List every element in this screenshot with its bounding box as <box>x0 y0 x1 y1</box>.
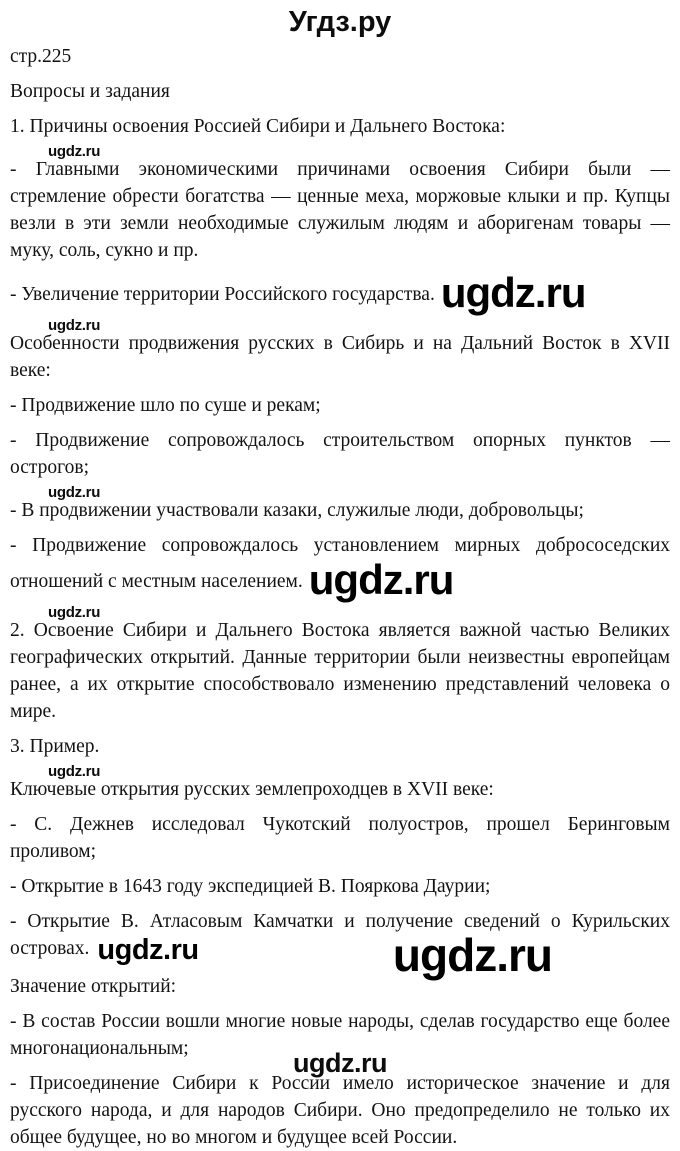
discovery-3-line <box>10 908 670 981</box>
question-1-title: 1. Причины освоения Россией Сибири и Дальнего Востока: <box>10 116 506 137</box>
section-title: Вопросы и задания <box>10 81 170 102</box>
significance-1: - В состав России вошли многие новые народы, сделав государство еще более многонациональным; <box>10 1011 670 1059</box>
watermark-small: ugdz.ru <box>48 604 101 621</box>
watermark-footer: ugdz.ru <box>293 1048 387 1078</box>
question-3-title: 3. Пример. <box>10 736 100 757</box>
watermark-small: ugdz.ru <box>48 317 101 334</box>
answer-2: 2. Освоение Сибири и Дальнего Востока является важной частью Великих географических открытий. Данные территории были неизвестны европейцам ранее, а их открытие способствовало изменению представлений человека о мире. <box>10 620 670 722</box>
site-logo: Угдз.ру <box>288 6 392 38</box>
answer-1-economic: - Главными экономическими причинами освоения Сибири были — стремление обрести богатства — ценные меха, моржовые клыки и пр. Купцы везли в эти земли необходимые служилым людям и аборигенам товары — муку, соль, сукно и пр. <box>10 159 670 261</box>
discoveries-intro: Ключевые открытия русских землепроходцев в XVII веке: <box>10 779 494 800</box>
page-number: стр.225 <box>10 46 72 67</box>
answer-1-territory: - Увеличение территории Российского государства. <box>10 284 435 305</box>
significance-intro: Значение открытий: <box>10 976 177 997</box>
feature-4-line <box>10 532 670 601</box>
watermark-small: ugdz.ru <box>48 484 101 501</box>
feature-2: - Продвижение сопровождалось строительством опорных пунктов — острогов; <box>10 430 670 478</box>
discovery-2: - Открытие в 1643 году экспедицией В. Пояркова Даурии; <box>10 876 491 897</box>
feature-4: - Продвижение сопровождалось установлением мирных добрососедских отношений с местным населением. <box>10 535 670 592</box>
watermark-large: ugdz.ru <box>392 929 552 981</box>
watermark-small: ugdz.ru <box>48 763 101 780</box>
watermark-medium: ugdz.ru <box>97 934 199 966</box>
answer-1-territory-line <box>10 269 670 316</box>
feature-1: - Продвижение шло по суше и рекам; <box>10 395 321 416</box>
watermark-small: ugdz.ru <box>48 143 101 160</box>
watermark-large: ugdz.ru <box>440 269 586 316</box>
watermark-large: ugdz.ru <box>308 556 454 603</box>
significance-2: - Присоединение Сибири к России имело историческое значение и для русского народа, и для народов Сибири. Оно предопределило не только их общее будущее, но во многом и будущее всей России. <box>10 1073 670 1148</box>
feature-3: - В продвижении участвовали казаки, служилые люди, добровольцы; <box>10 500 584 521</box>
features-intro: Особенности продвижения русских в Сибирь и на Дальний Восток в XVII веке: <box>10 333 670 381</box>
discovery-1: - С. Дежнев исследовал Чукотский полуостров, прошел Беринговым проливом; <box>10 814 670 862</box>
discovery-3: - Открытие В. Атласовым Камчатки и получение сведений о Курильских островах. <box>10 911 670 959</box>
